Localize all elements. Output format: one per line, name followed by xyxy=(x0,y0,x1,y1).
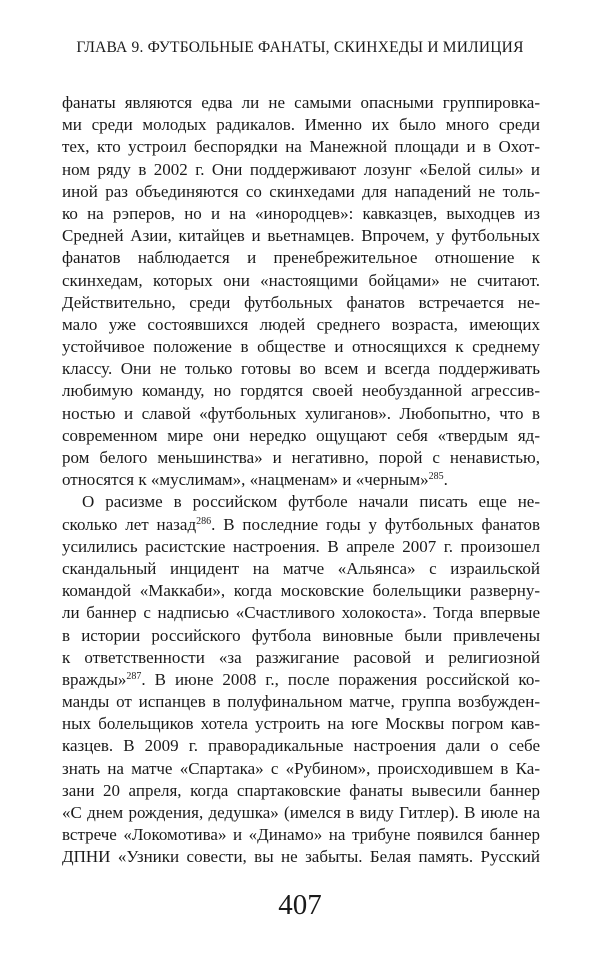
text-line xyxy=(62,846,540,868)
line-text: фанатов наблюдается и пренебрежительное отношение к xyxy=(62,248,540,268)
line-text: ностью и славой «футбольных хулиганов». Любопытно, что в xyxy=(62,403,540,423)
text-line xyxy=(62,491,540,513)
text-line xyxy=(62,447,540,469)
text-line xyxy=(62,691,540,713)
text-line xyxy=(62,136,540,158)
line-text: скинхедам, которых они «настоящими бойцами» не считают. xyxy=(62,270,540,290)
line-text: иной раз объединяются со скинхедами для нападений не толь- xyxy=(62,181,540,201)
text-line xyxy=(62,580,540,602)
page-number: 407 xyxy=(278,889,322,921)
line-text: усилились расистские настроения. В апреле 2007 г. произошел xyxy=(62,536,540,556)
text-line xyxy=(62,536,540,558)
body-text xyxy=(62,92,540,869)
text-line xyxy=(62,758,540,780)
line-text: ми среди молодых радикалов. Именно их было много среди xyxy=(62,115,540,135)
line-text: ли баннер с надписью «Счастливого холокоста». Тогда впервые xyxy=(62,603,540,623)
line-text: О расизме в российском футболе начали писать еще не- xyxy=(82,492,540,512)
footnote-ref: 285 xyxy=(428,471,444,483)
line-text: вражды» xyxy=(62,669,127,689)
text-line xyxy=(62,159,540,181)
text-line xyxy=(62,647,540,669)
text-line xyxy=(62,292,540,314)
running-header: ГЛАВА 9. ФУТБОЛЬНЫЕ ФАНАТЫ, СКИНХЕДЫ И МИЛИЦИЯ xyxy=(76,39,524,56)
text-line xyxy=(62,780,540,802)
text-line xyxy=(62,469,540,491)
line-text: в истории российского футбола виновные были привлечены xyxy=(62,625,540,645)
text-line xyxy=(62,625,540,647)
line-text: скандальный инцидент на матче «Альянса» с израильской xyxy=(62,558,540,578)
line-text: мало уже состоявшихся людей среднего возраста, имеющих xyxy=(62,314,540,334)
line-text: ко на рэперов, но и на «инородцев»: кавказцев, выходцев из xyxy=(62,203,540,223)
text-line xyxy=(62,735,540,757)
text-line xyxy=(62,425,540,447)
line-text: встрече «Локомотива» и «Динамо» на трибуне появился баннер xyxy=(62,825,540,845)
text-line xyxy=(62,181,540,203)
text-line xyxy=(62,824,540,846)
line-text: Действительно, среди футбольных фанатов встречается не- xyxy=(62,292,540,312)
line-text: современном мире они нередко ощущают себя «твердым яд- xyxy=(62,425,540,445)
text-line xyxy=(62,114,540,136)
text-line xyxy=(62,358,540,380)
text-line xyxy=(62,558,540,580)
text-line xyxy=(62,247,540,269)
footnote-ref: 287 xyxy=(126,670,142,682)
paragraph xyxy=(62,92,540,491)
text-line xyxy=(62,314,540,336)
text-line xyxy=(62,92,540,114)
line-text: к ответственности «за разжигание расовой и религиозной xyxy=(62,647,540,667)
line-text: ДПНИ «Узники совести, вы не забыты. Белая память. Русский xyxy=(62,847,540,867)
line-text-continued: . В последние годы у футбольных фанатов xyxy=(211,514,540,534)
text-line xyxy=(62,225,540,247)
line-text: любимую команду, но гордятся своей необузданной агрессив- xyxy=(62,381,540,401)
line-text: ных болельщиков хотела устроить на юге Москвы погром кав- xyxy=(62,714,540,734)
text-line xyxy=(62,802,540,824)
line-text-continued: . В июне 2008 г., после поражения российской ко- xyxy=(141,669,540,689)
paragraph xyxy=(62,491,540,868)
text-line xyxy=(62,514,540,536)
line-text: знать на матче «Спартака» с «Рубином», происходившем в Ка- xyxy=(62,758,540,778)
line-text-continued: . xyxy=(443,470,448,490)
text-line xyxy=(62,270,540,292)
line-text: ром белого меньшинства» и негативно, порой с ненавистью, xyxy=(62,448,540,467)
text-line xyxy=(62,713,540,735)
line-text: манды от испанцев в полуфинальном матче, группа возбужден- xyxy=(62,692,540,712)
line-text: казцев. В 2009 г. праворадикальные настроения дали о себе xyxy=(62,736,540,756)
text-line xyxy=(62,336,540,358)
line-text: сколько лет назад xyxy=(62,514,197,534)
line-text: Средней Азии, китайцев и вьетнамцев. Впрочем, у футбольных xyxy=(62,226,540,246)
line-text: «С днем рождения, дедушка» (имелся в виду Гитлер). В июле на xyxy=(62,803,540,822)
text-line xyxy=(62,380,540,402)
line-text: зани 20 апреля, когда спартаковские фанаты вывесили баннер xyxy=(62,780,540,800)
text-line xyxy=(62,403,540,425)
line-text: ном ряду в 2002 г. Они поддерживают лозунг «Белой силы» и xyxy=(62,159,540,179)
line-text: фанаты являются едва ли не самыми опасными группировка- xyxy=(62,93,540,112)
line-text: устойчивое положение в обществе и относящихся к среднему xyxy=(62,337,540,357)
text-line xyxy=(62,669,540,691)
line-text: командой «Маккаби», когда московские болельщики разверну- xyxy=(62,581,540,601)
line-text: тех, кто устроил беспорядки на Манежной площади и в Охот- xyxy=(62,137,540,157)
line-text: классу. Они не только готовы во всем и всегда поддерживать xyxy=(62,359,540,379)
text-line xyxy=(62,203,540,225)
text-line xyxy=(62,602,540,624)
line-text: относятся к «муслимам», «нацменам» и «черным» xyxy=(62,470,429,490)
footnote-ref: 286 xyxy=(196,515,212,527)
